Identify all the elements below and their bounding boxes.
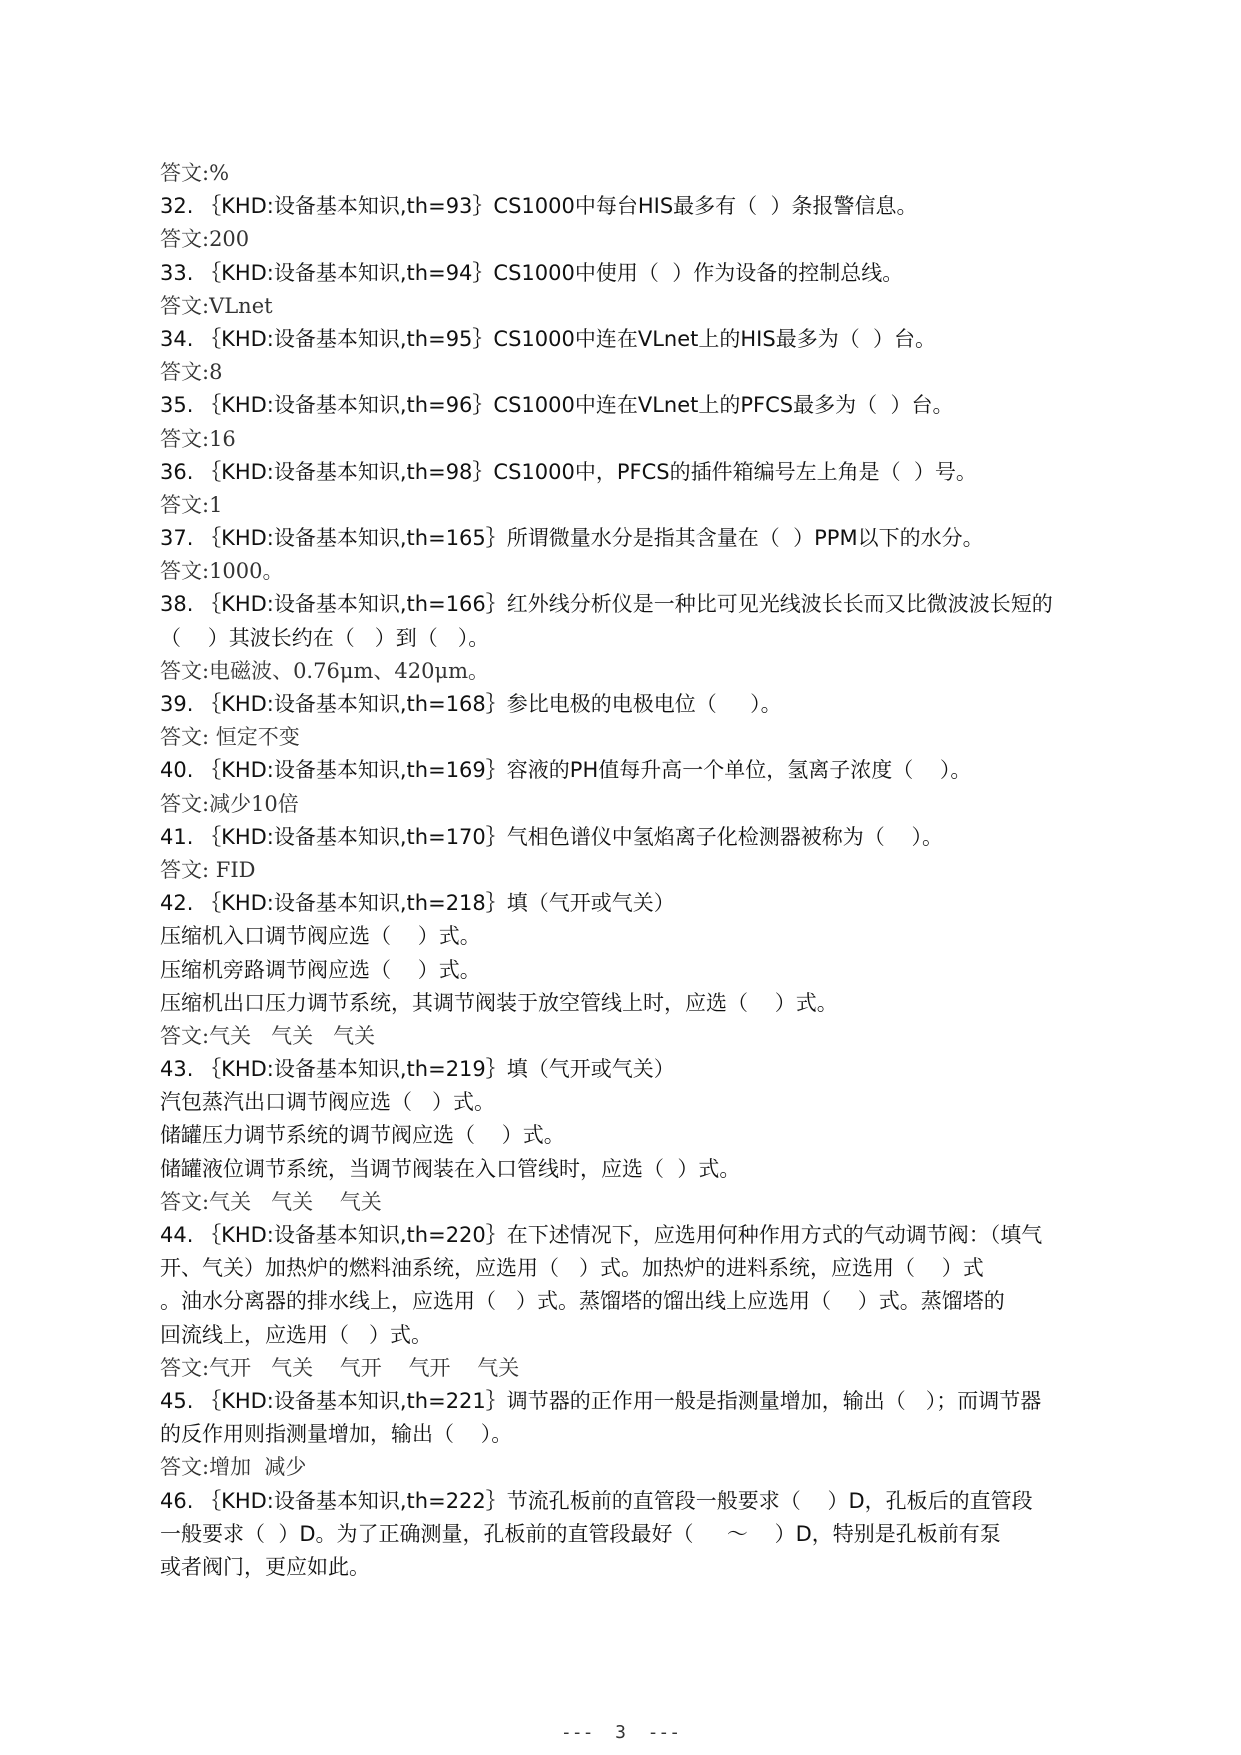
answer-line: 答文:气开 气关 气开 气开 气关 — [160, 1355, 520, 1380]
question-line: 40. ｛KHD:设备基本知识,th=169｝容液的PH值每升高一个单位，氢离子浓度（ ）。 — [160, 758, 972, 783]
question-line: 36. ｛KHD:设备基本知识,th=98｝CS1000中，PFCS的插件箱编号左上角是（ ）号。 — [160, 459, 977, 484]
question-line: （ ）其波长约在（ ）到（ ）。 — [160, 625, 490, 650]
question-line: 压缩机入口调节阀应选（ ）式。 — [160, 924, 481, 949]
question-line: 开、气关）加热炉的燃料油系统，应选用（ ）式。加热炉的进料系统，应选用（ ）式 — [160, 1256, 984, 1281]
answer-line: 答文:VLnet — [160, 293, 273, 318]
question-line: 37. ｛KHD:设备基本知识,th=165｝所谓微量水分是指其含量在（ ）PPM以下的水分。 — [160, 526, 984, 551]
answer-line: 答文:气关 气关 气关 — [160, 1023, 376, 1048]
question-line: 回流线上，应选用（ ）式。 — [160, 1322, 433, 1347]
question-line: 44. ｛KHD:设备基本知识,th=220｝在下述情况下，应选用何种作用方式的气动调节阀：（填气 — [160, 1223, 1043, 1247]
document-body — [160, 157, 1100, 1584]
question-line: 压缩机出口压力调节系统，其调节阀装于放空管线上时，应选（ ）式。 — [160, 990, 838, 1015]
question-line: 42. ｛KHD:设备基本知识,th=218｝填（气开或气关） — [160, 891, 675, 916]
question-line: 43. ｛KHD:设备基本知识,th=219｝填（气开或气关） — [160, 1057, 675, 1082]
question-line: 。油水分离器的排水线上，应选用（ ）式。蒸馏塔的馏出线上应选用（ ）式。蒸馏塔的 — [160, 1289, 1005, 1314]
question-line: 33. ｛KHD:设备基本知识,th=94｝CS1000中使用（ ）作为设备的控制总线。 — [160, 260, 904, 285]
question-line: 32. ｛KHD:设备基本知识,th=93｝CS1000中每台HIS最多有（ ）条报警信息。 — [160, 194, 918, 219]
question-line: 的反作用则指测量增加，输出（ ）。 — [160, 1422, 513, 1447]
page-number-footer: --- 3 --- — [560, 1722, 681, 1743]
question-line: 储罐压力调节系统的调节阀应选（ ）式。 — [160, 1123, 565, 1148]
answer-line: 答文:% — [160, 161, 230, 185]
answer-line: 答文:16 — [160, 426, 236, 451]
answer-line: 答文:电磁波、0.76μm、420μm。 — [160, 658, 490, 683]
question-line: 41. ｛KHD:设备基本知识,th=170｝气相色谱仪中氢焰离子化检测器被称为（ ）。 — [160, 824, 943, 849]
question-line: 45. ｛KHD:设备基本知识,th=221｝调节器的正作用一般是指测量增加，输出（ ）；而调节器 — [160, 1388, 1042, 1413]
answer-line: 答文: 恒定不变 — [160, 725, 300, 750]
answer-line: 答文:200 — [160, 227, 250, 252]
question-line: 或者阀门，更应如此。 — [160, 1554, 370, 1579]
answer-line: 答文:1 — [160, 492, 223, 517]
question-line: 汽包蒸汽出口调节阀应选（ ）式。 — [160, 1090, 496, 1115]
question-line: 34. ｛KHD:设备基本知识,th=95｝CS1000中连在VLnet上的HIS最多为（ ）台。 — [160, 326, 937, 351]
question-line: 一般要求（ ）D。为了正确测量，孔板前的直管段最好（ ～ ）D，特别是孔板前有泵 — [160, 1521, 1001, 1546]
answer-line: 答文:减少10倍 — [160, 791, 299, 816]
answer-line: 答文:气关 气关 气关 — [160, 1189, 382, 1214]
answer-line: 答文:1000。 — [160, 559, 284, 584]
question-line: 储罐液位调节系统，当调节阀装在入口管线时，应选（ ）式。 — [160, 1156, 741, 1181]
answer-line: 答文:8 — [160, 360, 223, 385]
question-line: 压缩机旁路调节阀应选（ ）式。 — [160, 957, 481, 982]
answer-line: 答文: FID — [160, 857, 256, 882]
question-line: 46. ｛KHD:设备基本知识,th=222｝节流孔板前的直管段一般要求（ ）D，孔板后的直管段 — [160, 1488, 1033, 1513]
question-line: 35. ｛KHD:设备基本知识,th=96｝CS1000中连在VLnet上的PFCS最多为（ ）台。 — [160, 393, 954, 418]
answer-line: 答文:增加 减少 — [160, 1455, 307, 1480]
question-line: 38. ｛KHD:设备基本知识,th=166｝红外线分析仪是一种比可见光线波长长而又比微波波长短的 — [160, 592, 1053, 617]
question-line: 39. ｛KHD:设备基本知识,th=168｝参比电极的电极电位（ ）。 — [160, 692, 782, 716]
